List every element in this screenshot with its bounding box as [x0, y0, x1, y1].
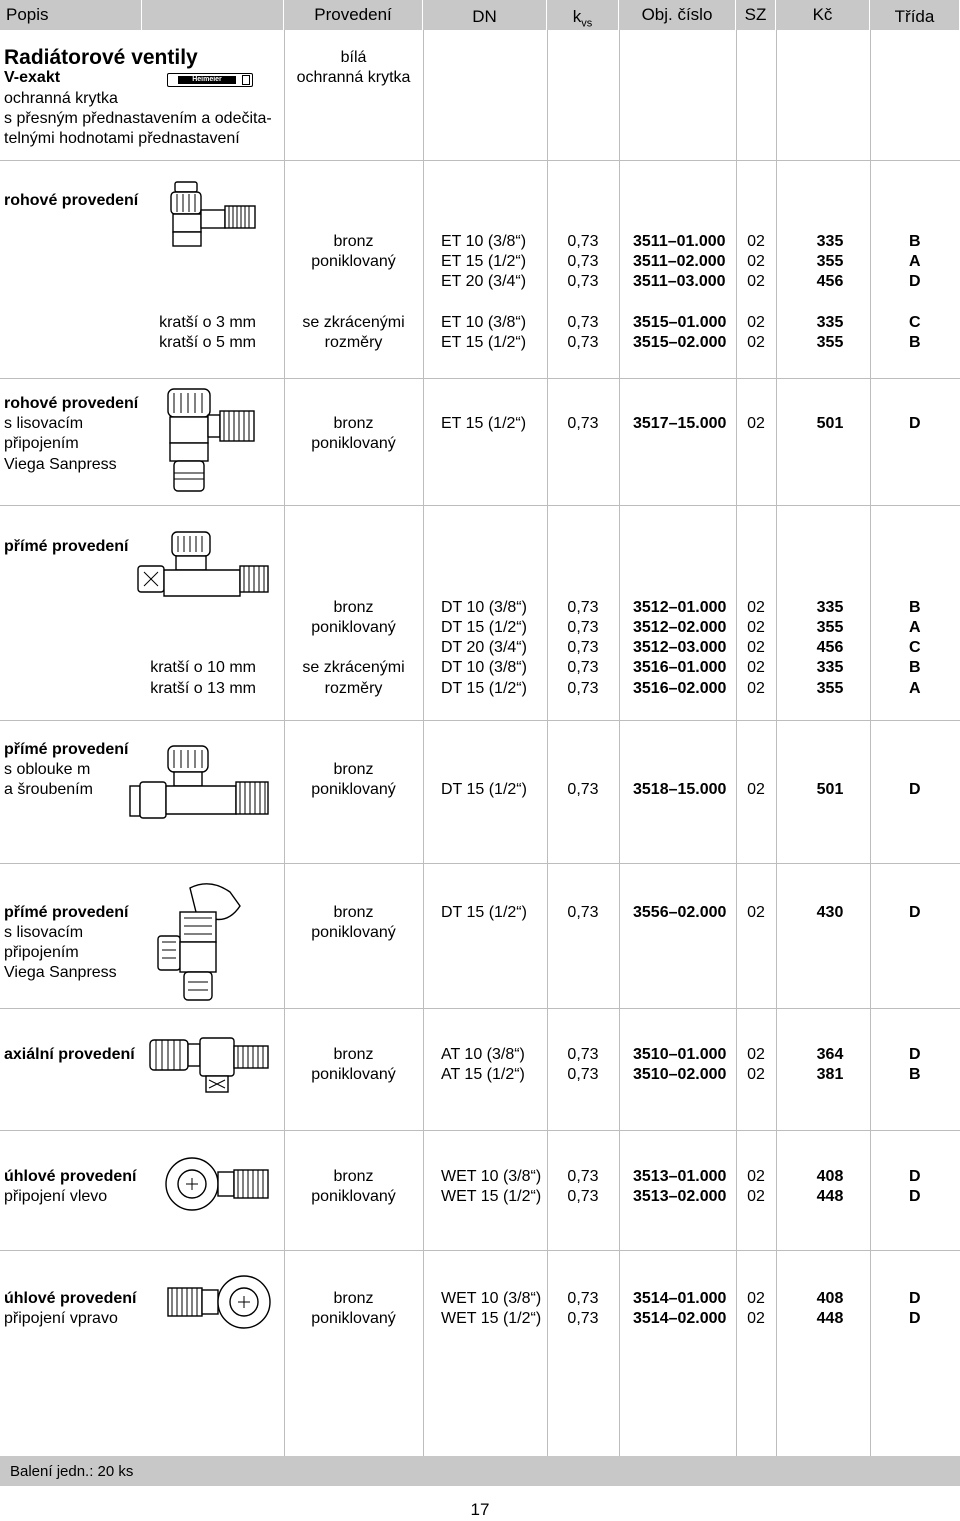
- order-number: 3515–02.000: [633, 334, 727, 351]
- section-label: Viega Sanpress: [4, 456, 117, 473]
- sz-value: 02: [747, 639, 765, 656]
- section-label: s lisovacím: [4, 924, 84, 941]
- page-number: 17: [470, 1500, 490, 1519]
- price: 355: [816, 334, 844, 351]
- intro-provedeni: bílá: [340, 49, 367, 66]
- sz-value: 02: [747, 1290, 765, 1307]
- packing-bar: [0, 1456, 960, 1486]
- intro-line: s přesným přednastavením a odečita-: [4, 110, 272, 127]
- kvs-value: 0,73: [567, 1290, 599, 1307]
- order-number: 3511–03.000: [633, 273, 726, 290]
- press-fit-straight-valve-icon: [150, 878, 254, 1004]
- section-label: Viega Sanpress: [4, 964, 117, 981]
- col-header-trida: Třída: [870, 0, 960, 30]
- order-number: 3512–03.000: [633, 639, 727, 656]
- order-number: 3515–01.000: [633, 314, 727, 331]
- section-label: s oblouke m: [4, 761, 91, 778]
- dn-value: AT 15 (1/2“): [441, 1066, 525, 1083]
- page-title: Radiátorové ventily: [4, 46, 198, 69]
- dn-value: WET 10 (3/8“): [441, 1290, 542, 1307]
- kvs-value: 0,73: [567, 253, 599, 270]
- section-label: připojení vlevo: [4, 1188, 108, 1205]
- price: 408: [816, 1168, 844, 1185]
- heimeier-logo: Heimeier: [167, 73, 253, 87]
- sz-value: 02: [747, 1310, 765, 1327]
- order-number: 3516–01.000: [633, 659, 727, 676]
- class-value: D: [909, 1188, 921, 1205]
- dn-value: ET 10 (3/8“): [441, 233, 527, 250]
- dn-value: ET 10 (3/8“): [441, 314, 527, 331]
- dn-value: DT 20 (3/4“): [441, 639, 527, 656]
- class-value: B: [909, 233, 921, 250]
- angle-valve-right-icon: [164, 1268, 274, 1342]
- kvs-value: 0,73: [567, 1310, 599, 1327]
- material: rozměry: [324, 680, 383, 697]
- material: poniklovaný: [311, 253, 396, 270]
- price: 364: [816, 1046, 844, 1063]
- price: 355: [816, 619, 844, 636]
- section-divider: [0, 1250, 960, 1251]
- class-value: B: [909, 659, 921, 676]
- price: 456: [816, 639, 844, 656]
- column-divider: [423, 30, 424, 1456]
- order-number: 3510–01.000: [633, 1046, 727, 1063]
- class-value: B: [909, 599, 921, 616]
- class-value: A: [909, 680, 921, 697]
- dn-value: ET 15 (1/2“): [441, 253, 527, 270]
- material: bronz: [333, 904, 374, 921]
- class-value: C: [909, 639, 921, 656]
- order-number: 3510–02.000: [633, 1066, 727, 1083]
- column-divider: [619, 30, 620, 1456]
- class-value: C: [909, 314, 921, 331]
- order-number: 3512–01.000: [633, 599, 727, 616]
- sz-value: 02: [747, 659, 765, 676]
- row-note: kratší o 5 mm: [159, 334, 256, 351]
- sz-value: 02: [747, 233, 765, 250]
- kvs-value: 0,73: [567, 233, 599, 250]
- dn-value: DT 10 (3/8“): [441, 659, 527, 676]
- straight-valve-union-icon: [128, 742, 272, 828]
- section-label: axiální provedení: [4, 1046, 135, 1063]
- material: poniklovaný: [311, 619, 396, 636]
- dn-value: AT 10 (3/8“): [441, 1046, 525, 1063]
- material: bronz: [333, 1168, 374, 1185]
- class-value: B: [909, 334, 921, 351]
- section-label: připojením: [4, 435, 79, 452]
- sz-value: 02: [747, 619, 765, 636]
- dn-value: DT 15 (1/2“): [441, 619, 527, 636]
- material: bronz: [333, 415, 374, 432]
- class-value: D: [909, 1046, 921, 1063]
- class-value: D: [909, 273, 921, 290]
- material: se zkrácenými: [302, 659, 405, 676]
- material: rozměry: [324, 334, 383, 351]
- section-label: úhlové provedení: [4, 1168, 137, 1185]
- col-header-obj-cislo: Obj. číslo: [619, 0, 736, 30]
- price: 355: [816, 680, 844, 697]
- material: bronz: [333, 233, 374, 250]
- order-number: 3518–15.000: [633, 781, 727, 798]
- axial-valve-icon: [146, 1030, 272, 1096]
- order-number: 3516–02.000: [633, 680, 727, 697]
- section-divider: [0, 1008, 960, 1009]
- press-fit-angle-valve-icon: [160, 385, 260, 497]
- kvs-value: 0,73: [567, 1046, 599, 1063]
- material: poniklovaný: [311, 1066, 396, 1083]
- section-divider: [0, 720, 960, 721]
- section-label: úhlové provedení: [4, 1290, 137, 1307]
- class-value: A: [909, 619, 921, 636]
- section-divider: [0, 863, 960, 864]
- price: 430: [816, 904, 844, 921]
- sz-value: 02: [747, 253, 765, 270]
- model-name: V-exakt: [4, 69, 61, 86]
- class-value: B: [909, 1066, 921, 1083]
- price: 501: [816, 781, 844, 798]
- class-value: D: [909, 904, 921, 921]
- order-number: 3514–02.000: [633, 1310, 727, 1327]
- dn-value: DT 15 (1/2“): [441, 904, 527, 921]
- section-divider: [0, 160, 960, 161]
- material: poniklovaný: [311, 1310, 396, 1327]
- col-header-spacer: [142, 0, 284, 30]
- material: bronz: [333, 1046, 374, 1063]
- material: poniklovaný: [311, 1188, 396, 1205]
- section-divider: [0, 505, 960, 506]
- sz-value: 02: [747, 599, 765, 616]
- class-value: D: [909, 1168, 921, 1185]
- kvs-value: 0,73: [567, 415, 599, 432]
- col-header-provedeni: Provedení: [284, 0, 423, 30]
- dn-value: WET 10 (3/8“): [441, 1168, 542, 1185]
- row-note: kratší o 13 mm: [150, 680, 256, 697]
- kvs-value: 0,73: [567, 639, 599, 656]
- price: 355: [816, 253, 844, 270]
- kvs-value: 0,73: [567, 273, 599, 290]
- section-label: připojení vpravo: [4, 1310, 118, 1327]
- kvs-value: 0,73: [567, 659, 599, 676]
- section-label: přímé provedení: [4, 904, 129, 921]
- kvs-value: 0,73: [567, 781, 599, 798]
- section-label: rohové provedení: [4, 395, 139, 412]
- sz-value: 02: [747, 314, 765, 331]
- kvs-value: 0,73: [567, 619, 599, 636]
- sz-value: 02: [747, 415, 765, 432]
- kvs-value: 0,73: [567, 680, 599, 697]
- section-label: rohové provedení: [4, 192, 139, 209]
- sz-value: 02: [747, 781, 765, 798]
- material: bronz: [333, 1290, 374, 1307]
- dn-value: WET 15 (1/2“): [441, 1188, 542, 1205]
- section-divider: [0, 378, 960, 379]
- dn-value: DT 15 (1/2“): [441, 781, 527, 798]
- kvs-value: 0,73: [567, 599, 599, 616]
- dn-value: DT 15 (1/2“): [441, 680, 527, 697]
- col-header-sz: SZ: [736, 0, 776, 30]
- col-header-popis: Popis: [0, 0, 142, 30]
- kvs-value: 0,73: [567, 334, 599, 351]
- dn-value: ET 15 (1/2“): [441, 334, 527, 351]
- order-number: 3513–01.000: [633, 1168, 727, 1185]
- material: poniklovaný: [311, 781, 396, 798]
- sz-value: 02: [747, 1066, 765, 1083]
- order-number: 3512–02.000: [633, 619, 727, 636]
- dn-value: ET 20 (3/4“): [441, 273, 527, 290]
- kvs-value: 0,73: [567, 1188, 599, 1205]
- intro-line: telnými hodnotami přednastavení: [4, 130, 240, 147]
- kvs-value: 0,73: [567, 314, 599, 331]
- col-header-dn: DN: [423, 0, 547, 30]
- order-number: 3513–02.000: [633, 1188, 727, 1205]
- section-label: přímé provedení: [4, 741, 129, 758]
- sz-value: 02: [747, 1188, 765, 1205]
- section-label: a šroubením: [4, 781, 93, 798]
- sz-value: 02: [747, 273, 765, 290]
- order-number: 3517–15.000: [633, 415, 727, 432]
- price: 448: [816, 1310, 844, 1327]
- sz-value: 02: [747, 334, 765, 351]
- material: poniklovaný: [311, 924, 396, 941]
- kvs-value: 0,73: [567, 1066, 599, 1083]
- col-header-kvs: $k_{vs}$: [547, 0, 619, 30]
- kvs-value: 0,73: [567, 1168, 599, 1185]
- section-divider: [0, 1130, 960, 1131]
- sz-value: 02: [747, 904, 765, 921]
- class-value: A: [909, 253, 921, 270]
- section-label: s lisovacím: [4, 415, 84, 432]
- dn-value: WET 15 (1/2“): [441, 1310, 542, 1327]
- dn-value: DT 10 (3/8“): [441, 599, 527, 616]
- price: 335: [816, 314, 844, 331]
- material: bronz: [333, 599, 374, 616]
- price: 408: [816, 1290, 844, 1307]
- order-number: 3511–02.000: [633, 253, 726, 270]
- material: se zkrácenými: [302, 314, 405, 331]
- order-number: 3511–01.000: [633, 233, 726, 250]
- order-number: 3556–02.000: [633, 904, 727, 921]
- class-value: D: [909, 1290, 921, 1307]
- row-note: kratší o 3 mm: [159, 314, 256, 331]
- price: 335: [816, 233, 844, 250]
- sz-value: 02: [747, 1046, 765, 1063]
- price: 335: [816, 659, 844, 676]
- order-number: 3514–01.000: [633, 1290, 727, 1307]
- kvs-value: 0,73: [567, 904, 599, 921]
- price: 381: [816, 1066, 844, 1083]
- intro-provedeni: ochranná krytka: [296, 69, 411, 86]
- angle-valve-left-icon: [164, 1152, 272, 1222]
- row-note: kratší o 10 mm: [150, 659, 256, 676]
- class-value: D: [909, 781, 921, 798]
- material: bronz: [333, 761, 374, 778]
- price: 335: [816, 599, 844, 616]
- angle-valve-icon: [165, 180, 263, 254]
- price: 456: [816, 273, 844, 290]
- section-label: přímé provedení: [4, 538, 129, 555]
- sz-value: 02: [747, 680, 765, 697]
- intro-line: ochranná krytka: [4, 90, 118, 107]
- packing-note: Balení jedn.: 20 ks: [10, 1463, 134, 1480]
- price: 501: [816, 415, 844, 432]
- col-header-kc: Kč: [776, 0, 870, 30]
- price: 448: [816, 1188, 844, 1205]
- class-value: D: [909, 415, 921, 432]
- section-label: připojením: [4, 944, 79, 961]
- class-value: D: [909, 1310, 921, 1327]
- straight-valve-icon: [136, 528, 272, 604]
- dn-value: ET 15 (1/2“): [441, 415, 527, 432]
- material: poniklovaný: [311, 435, 396, 452]
- sz-value: 02: [747, 1168, 765, 1185]
